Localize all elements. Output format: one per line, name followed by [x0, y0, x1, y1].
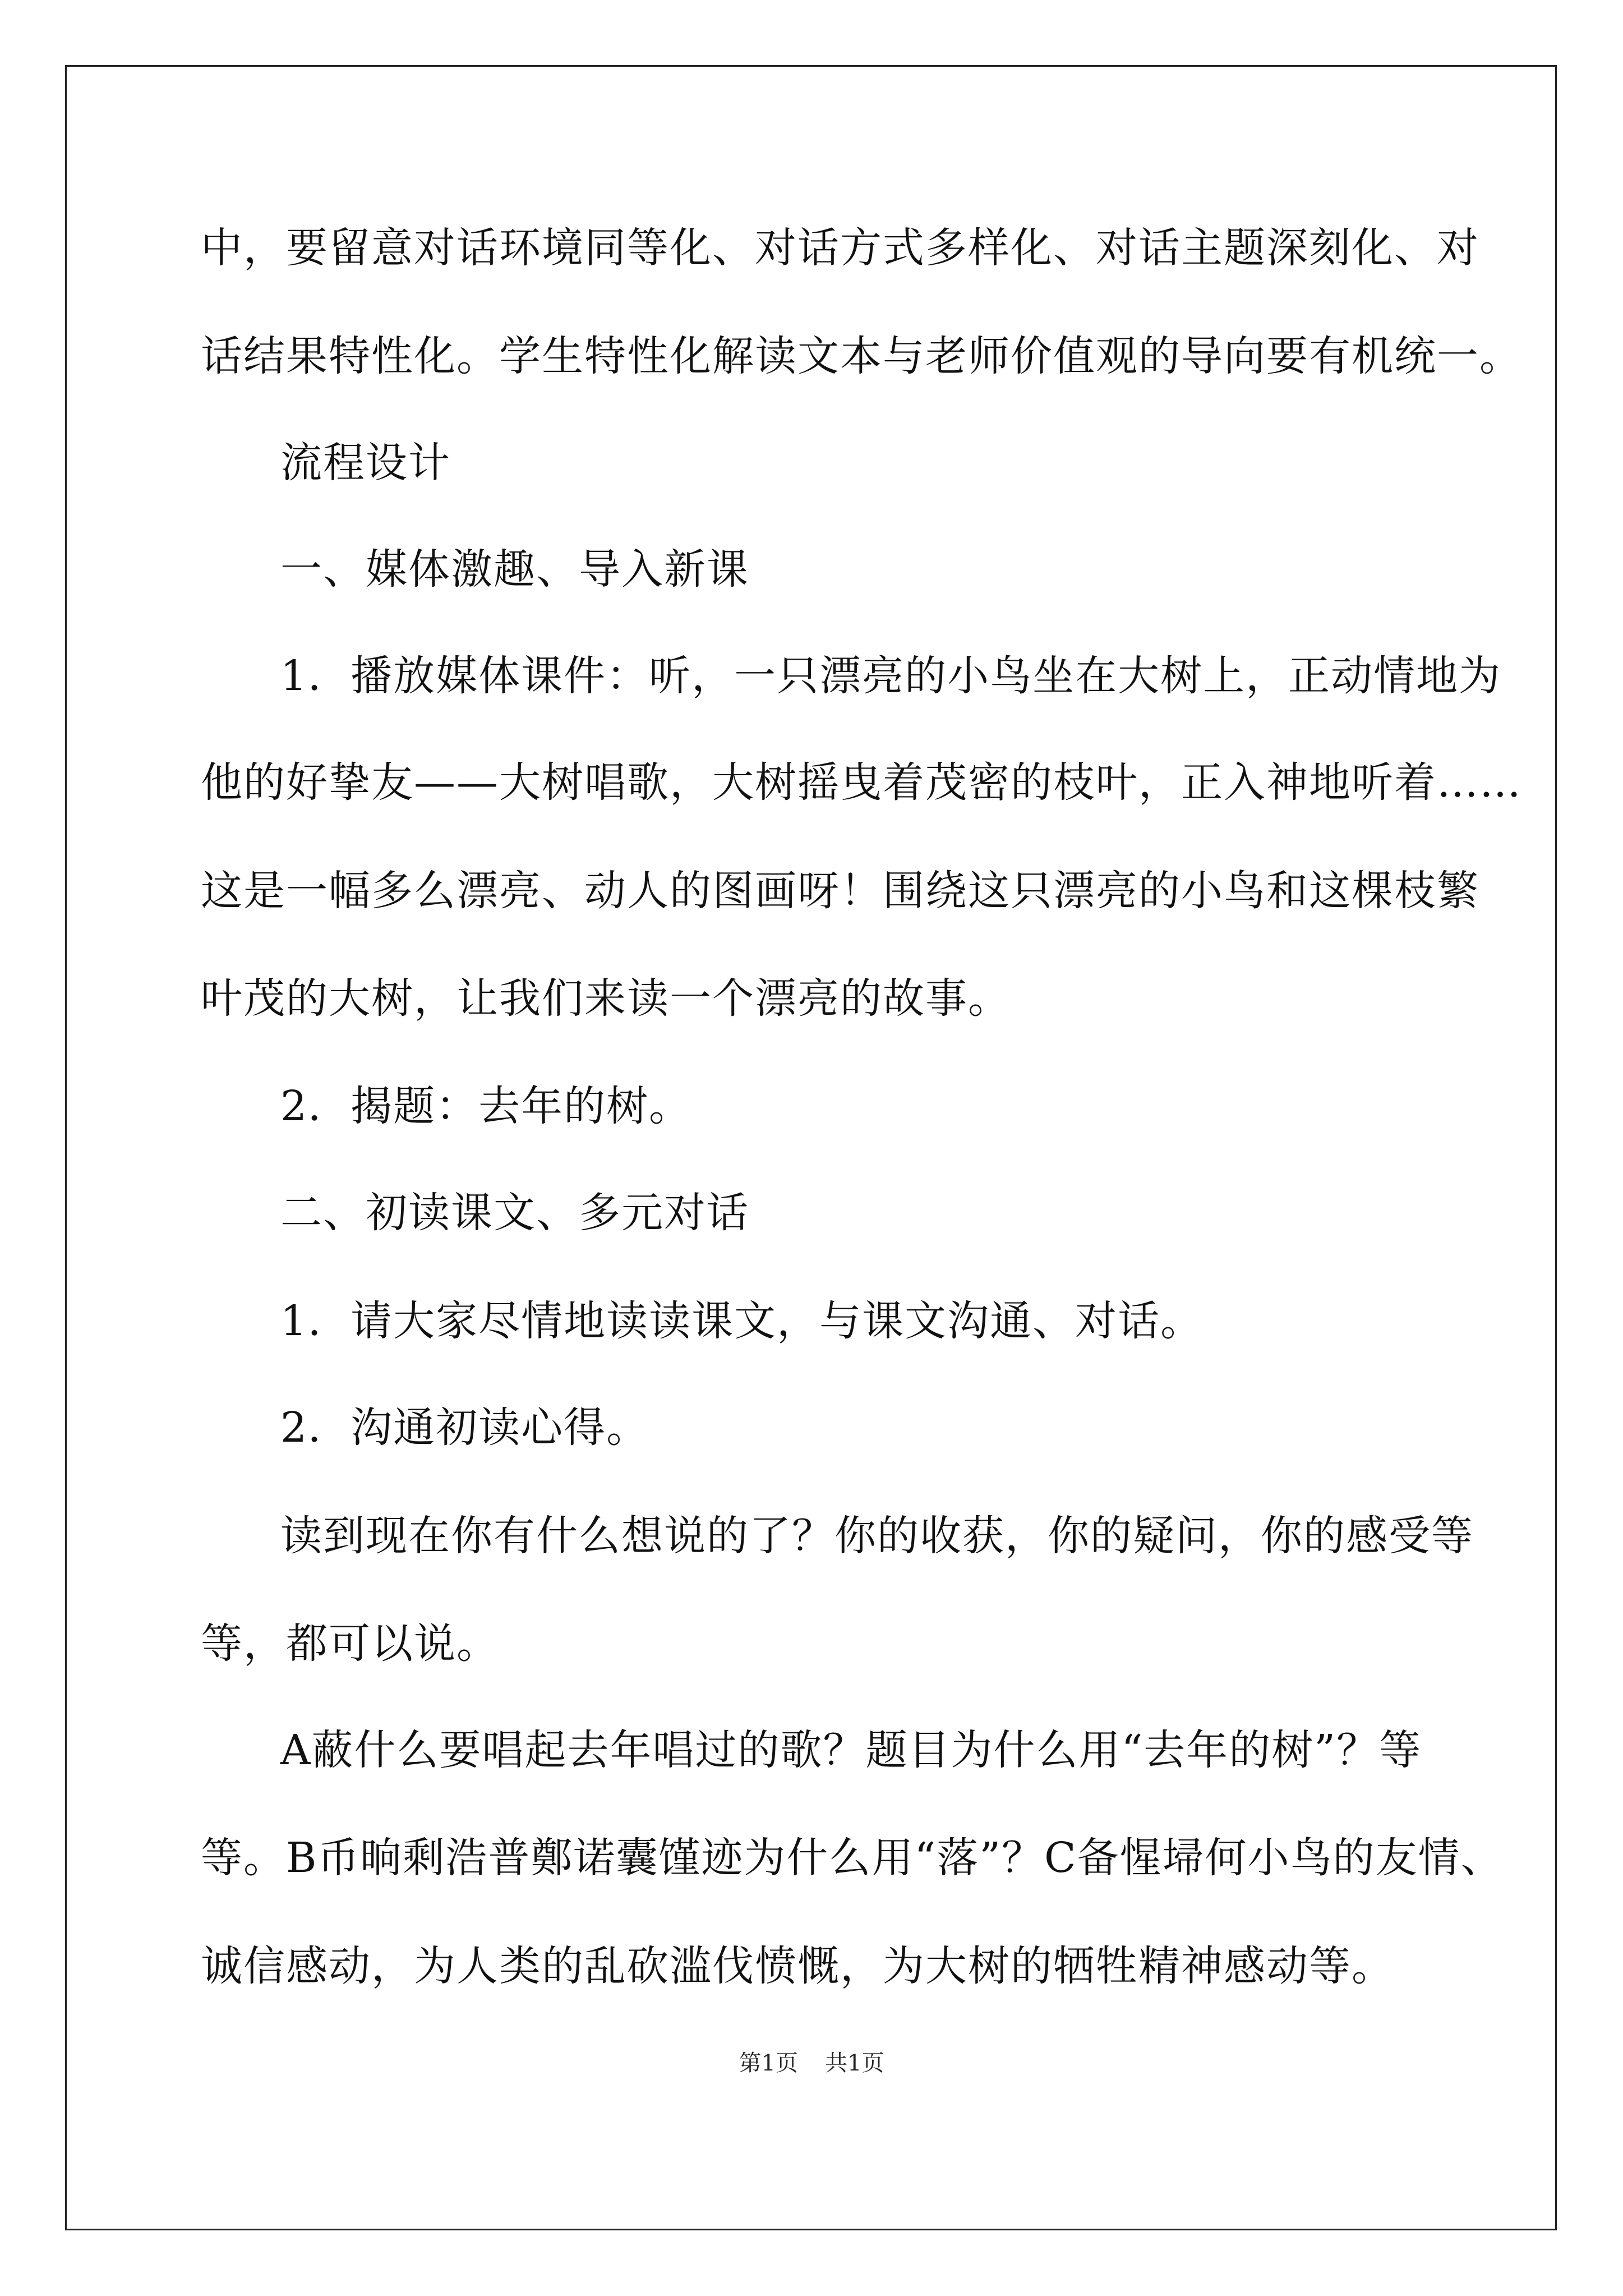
- body-line-7: 这是一幅多么漂亮、动人的图画呀！围绕这只漂亮的小鸟和这棵枝繁: [201, 867, 1479, 915]
- body-line-12: 2．沟通初读心得。: [280, 1404, 649, 1452]
- body-line-17: 诚信感动，为人类的乱砍滥伐愤慨，为大树的牺牲精神感动等。: [201, 1942, 1394, 1990]
- body-line-16: 等。B币晌剩浩普鄭诺囊馑迹为什么用“落”？C备惺埽何小鸟的友情、: [201, 1834, 1504, 1882]
- page-border: [65, 65, 1557, 2230]
- body-line-6: 他的好挚友——大树唱歌，大树摇曳着茂密的枝叶，正入神地听着……: [201, 758, 1522, 807]
- body-line-15: A蔽什么要唱起去年唱过的歌？题目为什么用“去年的树”？等: [280, 1726, 1422, 1774]
- section-heading-1: 一、媒体激趣、导入新课: [280, 545, 749, 593]
- body-line-11: 1．请大家尽情地读读课文，与课文沟通、对话。: [280, 1297, 1204, 1345]
- page-total: 共1页: [825, 2050, 884, 2076]
- section-heading-process-design: 流程设计: [280, 439, 451, 487]
- body-line-1: 中，要留意对话环境同等化、对话方式多样化、对话主题深刻化、对: [201, 224, 1479, 272]
- body-line-8: 叶茂的大树，让我们来读一个漂亮的故事。: [201, 974, 1011, 1023]
- body-line-5: 1．播放媒体课件：听，一只漂亮的小鸟坐在大树上，正动情地为: [280, 652, 1502, 700]
- page-number: 第1页: [739, 2050, 798, 2076]
- body-line-2: 话结果特性化。学生特性化解读文本与老师价值观的导向要有机统一。: [201, 332, 1522, 380]
- body-line-9: 2．揭题：去年的树。: [280, 1082, 692, 1130]
- section-heading-2: 二、初读课文、多元对话: [280, 1189, 749, 1237]
- body-line-14: 等，都可以说。: [201, 1619, 499, 1668]
- page-footer: [0, 2046, 1623, 2080]
- body-line-13: 读到现在你有什么想说的了？你的收获，你的疑问，你的感受等: [280, 1512, 1474, 1560]
